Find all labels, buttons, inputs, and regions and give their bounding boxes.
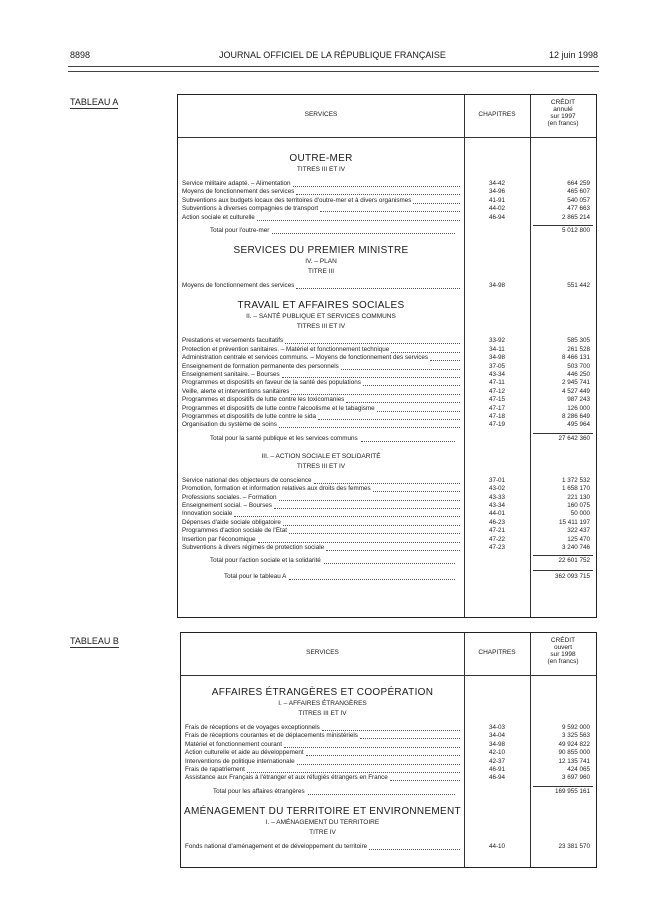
row-chapitre: 44-10	[488, 842, 506, 850]
row-chapitre: 46-94	[488, 213, 506, 221]
section-total	[210, 227, 588, 235]
table-row	[182, 536, 592, 544]
table-row	[182, 494, 592, 502]
row-chapitre: 47-22	[488, 535, 506, 543]
row-label: Prestations et versements facultatifs	[182, 337, 284, 345]
table-row	[182, 544, 592, 552]
section-total	[213, 788, 588, 796]
leader-dots	[279, 421, 460, 428]
total-amount: 5 012 800	[561, 227, 590, 234]
row-chapitre: 47-12	[488, 387, 506, 395]
row-chapitre: 34-04	[488, 732, 506, 740]
row-amount: 495 964	[567, 421, 590, 429]
table-row	[182, 363, 592, 371]
row-label: Enseignement de formation permanente des personnels	[182, 362, 339, 370]
row-amount: 3 240 746	[561, 544, 590, 551]
row-amount: 126 000	[567, 404, 590, 412]
row-amount: 49 924 822	[558, 740, 590, 748]
row-label: Subventions à divers régimes de protection sociale	[182, 544, 325, 551]
publication-date: 12 juin 1998	[548, 50, 598, 60]
leader-dots	[297, 758, 460, 765]
row-amount: 261 528	[567, 345, 590, 353]
leader-dots	[282, 371, 460, 378]
total-rule	[533, 225, 593, 226]
table-row	[182, 405, 592, 413]
row-chapitre: 34-98	[488, 740, 506, 748]
table-row	[182, 205, 592, 213]
section-subtitle: TITRES III ET IV	[296, 166, 346, 173]
table-row	[185, 732, 592, 740]
section-subtitle: TITRES III ET IV	[296, 462, 346, 470]
row-amount: 477 663	[567, 205, 590, 213]
leader-dots	[293, 180, 460, 187]
row-amount: 551 442	[567, 282, 590, 289]
table-row	[185, 724, 592, 732]
credit-header-line: sur 1998	[550, 651, 576, 658]
section-subtitle: TITRE III	[308, 268, 334, 275]
row-amount: 125 470	[567, 535, 590, 543]
row-label: Frais de rapatriement	[185, 766, 245, 773]
leader-dots	[291, 388, 460, 395]
leader-dots	[285, 337, 460, 344]
leader-dots	[284, 741, 460, 748]
row-label: Moyens de fonctionnement des services	[182, 282, 295, 289]
leader-dots	[272, 227, 455, 234]
row-label: Dépenses d'aide sociale obligatoire	[182, 518, 281, 526]
row-amount: 160 075	[567, 502, 590, 509]
row-amount: 424 065	[567, 766, 590, 773]
row-chapitre: 43-33	[488, 493, 506, 501]
chapitres-column-header: CHAPITRES	[478, 111, 516, 118]
grand-total	[224, 573, 588, 581]
row-label: Frais de réceptions courantes et de déplacements ministériels	[185, 732, 358, 740]
row-label: Administration centrale et services communs. – Moyens de fonctionnement des services	[182, 354, 429, 362]
credit-header-line: CRÉDIT	[550, 637, 576, 644]
leader-dots	[363, 379, 460, 386]
row-amount: 8 466 131	[561, 354, 590, 362]
table-row	[182, 527, 592, 535]
table-row	[185, 774, 592, 782]
row-chapitre: 47-18	[488, 413, 506, 420]
table-row	[182, 188, 592, 196]
row-label: Subventions aux budgets locaux des territoires d'outre-mer et à divers organismes	[182, 196, 412, 204]
section-total	[210, 435, 588, 443]
table-row	[182, 371, 592, 379]
row-label: Service militaire adapté. – Alimentation	[182, 180, 291, 187]
row-label: Insertion par l'économique	[182, 535, 256, 543]
table-row	[182, 502, 592, 510]
table-row	[182, 180, 592, 188]
credit-header-line: ouvert	[553, 644, 573, 651]
row-chapitre: 46-91	[488, 766, 506, 773]
row-label: Protection et prévention sanitaires. – Matériel et fonctionnement technique	[182, 345, 390, 353]
table-row	[182, 379, 592, 387]
credit-header-line: CRÉDIT	[550, 99, 576, 106]
row-chapitre: 42-37	[488, 757, 506, 765]
table-row	[185, 843, 592, 851]
section-subtitle: III. – ACTION SOCIALE ET SOLIDARITÉ	[261, 452, 381, 460]
tableau-a	[177, 94, 597, 618]
leader-dots	[283, 519, 460, 526]
chapitres-column-header: CHAPITRES	[478, 649, 516, 656]
leader-dots	[318, 413, 460, 420]
row-chapitre: 41-91	[488, 196, 506, 204]
table-row	[182, 197, 592, 205]
section-title: TRAVAIL ET AFFAIRES SOCIALES	[237, 300, 405, 312]
row-label: Action sociale et culturelle	[182, 213, 255, 221]
row-amount: 4 527 449	[561, 387, 590, 395]
row-chapitre: 37-05	[488, 362, 506, 370]
leader-dots	[289, 573, 455, 580]
tableau-b-label: TABLEAU B	[70, 636, 119, 646]
table-row	[182, 510, 592, 518]
row-chapitre: 47-19	[488, 421, 506, 429]
row-chapitre: 33-92	[488, 337, 506, 345]
leader-dots	[360, 732, 460, 739]
leader-dots	[258, 536, 460, 543]
row-label: Action culturelle et aide au développement	[185, 749, 304, 757]
row-chapitre: 43-34	[488, 502, 506, 509]
row-label: Service national des objecteurs de conscience	[182, 476, 312, 484]
leader-dots	[296, 282, 460, 289]
leader-dots	[369, 843, 460, 850]
row-label: Assistance aux Français à l'étranger et aux réfugiés étrangers en France	[185, 774, 388, 782]
row-chapitre: 47-23	[488, 544, 506, 551]
table-row	[182, 282, 592, 290]
row-chapitre: 43-34	[488, 371, 506, 378]
header-separator	[178, 137, 596, 138]
row-label: Programmes et dispositifs de lutte contre les toxicomanies	[182, 396, 345, 404]
leader-dots	[346, 396, 460, 403]
row-chapitre: 47-17	[488, 404, 506, 412]
row-label: Interventions de politique internationale	[185, 757, 295, 765]
row-chapitre: 44-01	[488, 510, 506, 518]
row-label: Professions sociales. – Formation	[182, 493, 277, 501]
header-rule	[68, 66, 599, 67]
total-label: Total pour l'outre-mer	[210, 227, 270, 234]
section-title: OUTRE-MER	[289, 153, 353, 164]
row-amount: 503 700	[567, 362, 590, 370]
row-chapitre: 37-01	[488, 476, 506, 484]
table-row	[185, 749, 592, 757]
section-subtitle: TITRES III ET IV	[296, 323, 346, 331]
row-chapitre: 34-98	[488, 354, 506, 362]
row-amount: 8 286 649	[561, 413, 590, 420]
header-separator	[181, 675, 596, 676]
leader-dots	[361, 435, 455, 442]
row-chapitre: 34-96	[488, 188, 506, 196]
section-subtitle: IV. – PLAN	[305, 258, 337, 265]
row-amount: 1 658 170	[561, 485, 590, 493]
table-row	[182, 337, 592, 345]
journal-title: JOURNAL OFFICIEL DE LA RÉPUBLIQUE FRANÇAISE	[219, 50, 446, 60]
row-label: Subventions à diverses compagnies de transport	[182, 205, 319, 213]
leader-dots	[324, 557, 455, 564]
tableau-b	[180, 632, 597, 868]
grand-total-amount: 362 093 715	[554, 573, 590, 581]
leader-dots	[373, 485, 460, 492]
leader-dots	[289, 527, 460, 534]
row-chapitre: 43-02	[488, 485, 506, 493]
row-amount: 322 437	[567, 527, 590, 535]
row-amount: 50 000	[570, 510, 590, 518]
row-label: Programmes et dispositifs de lutte contre le sida	[182, 413, 317, 420]
credit-header-line: (en francs)	[547, 120, 579, 127]
total-amount: 22 601 752	[558, 557, 590, 565]
section-title: SERVICES DU PREMIER MINISTRE	[233, 245, 409, 256]
section-title: AMÉNAGEMENT DU TERRITOIRE ET ENVIRONNEMENT	[184, 805, 461, 817]
table-row	[185, 758, 592, 766]
total-rule	[533, 786, 593, 787]
total-label: Total pour l'action sociale et la solidarité	[210, 557, 321, 565]
row-label: Innovation sociale	[182, 510, 233, 518]
row-amount: 585 305	[567, 337, 590, 345]
section-subtitle: II. – SANTÉ PUBLIQUE ET SERVICES COMMUNS	[246, 313, 396, 321]
row-amount: 446 250	[567, 371, 590, 378]
section-subtitle: I. – AFFAIRES ÉTRANGÈRES	[278, 700, 367, 707]
leader-dots	[274, 502, 460, 509]
row-amount: 465 607	[567, 188, 590, 196]
total-amount: 27 642 360	[558, 434, 590, 442]
table-row	[182, 485, 592, 493]
header-rule-2	[68, 71, 599, 72]
row-amount: 12 135 741	[558, 757, 590, 765]
row-chapitre: 34-03	[488, 724, 506, 731]
table-row	[182, 413, 592, 421]
table-row	[185, 766, 592, 774]
grand-total-label: Total pour le tableau A	[224, 573, 287, 581]
row-chapitre: 44-02	[488, 205, 506, 213]
leader-dots	[296, 188, 460, 195]
row-label: Organisation du système de soins	[182, 421, 277, 429]
row-chapitre: 42-10	[488, 749, 506, 757]
section-total	[210, 557, 588, 565]
row-label: Frais de réceptions et de voyages exceptionnels	[185, 724, 320, 731]
credit-column-header	[530, 637, 596, 665]
credit-header-line: (en francs)	[547, 658, 579, 665]
tableau-a-label: TABLEAU A	[70, 97, 119, 107]
row-label: Fonds national d'aménagement et de développement du territoire	[185, 842, 368, 850]
section-subtitle: I. – AMÉNAGEMENT DU TERRITOIRE	[265, 818, 380, 826]
row-label: Programmes d'action sociale de l'État	[182, 527, 287, 535]
leader-dots	[279, 494, 460, 501]
row-chapitre: 47-11	[489, 379, 505, 387]
row-label: Programmes et dispositifs de lutte contre l'alcoolisme et le tabagisme	[182, 404, 375, 412]
total-rule	[533, 433, 593, 434]
row-amount: 3 325 563	[561, 732, 590, 740]
total-amount: 169 955 161	[554, 787, 590, 795]
row-label: Veille, alerte et interventions sanitaires	[182, 387, 290, 395]
table-row	[182, 354, 592, 362]
leader-dots	[390, 774, 460, 781]
section-subtitle: TITRES III ET IV	[298, 710, 347, 717]
row-amount: 987 243	[567, 396, 590, 404]
row-label: Enseignement social. – Bourses	[182, 502, 272, 509]
row-chapitre: 34-42	[488, 180, 506, 187]
table-row	[182, 421, 592, 429]
table-row	[182, 388, 592, 396]
total-rule	[533, 555, 593, 556]
credit-header-line: sur 1997	[550, 113, 576, 120]
services-column-header: SERVICES	[304, 111, 338, 118]
credit-column-header	[530, 99, 596, 127]
leader-dots	[326, 544, 460, 551]
row-amount: 1 372 532	[561, 476, 590, 484]
row-chapitre: 46-23	[488, 518, 506, 526]
row-chapitre: 47-21	[488, 527, 506, 535]
row-amount: 3 697 960	[561, 774, 590, 782]
row-amount: 9 592 000	[561, 724, 590, 731]
row-amount: 23 381 570	[558, 842, 590, 850]
row-amount: 15 411 197	[558, 518, 590, 526]
row-chapitre: 46-94	[488, 774, 506, 782]
leader-dots	[306, 749, 460, 756]
services-column-header: SERVICES	[306, 649, 339, 656]
leader-dots	[430, 354, 460, 361]
row-amount: 2 945 741	[561, 379, 590, 387]
leader-dots	[234, 510, 460, 517]
leader-dots	[322, 724, 460, 731]
row-amount: 540 057	[567, 196, 590, 204]
row-amount: 664 259	[567, 180, 590, 187]
section-subtitle: TITRE IV	[309, 828, 336, 836]
grand-total-rule	[533, 570, 593, 571]
row-label: Matériel et fonctionnement courant	[185, 740, 282, 748]
table-row	[182, 477, 592, 485]
row-amount: 221 130	[567, 493, 590, 501]
leader-dots	[308, 788, 455, 795]
table-row	[182, 396, 592, 404]
table-row	[182, 519, 592, 527]
leader-dots	[257, 214, 460, 221]
credit-header-line: annulé	[553, 106, 573, 113]
row-chapitre: 34-11	[489, 345, 505, 353]
row-label: Programmes et dispositifs en faveur de la santé des populations	[182, 379, 361, 387]
row-amount: 2 865 214	[561, 213, 590, 221]
row-label: Enseignement sanitaire. – Bourses	[182, 371, 280, 378]
page-number: 8898	[70, 50, 91, 60]
total-label: Total pour la santé publique et les services communs	[210, 434, 358, 442]
leader-dots	[341, 363, 460, 370]
row-label: Promotion, formation et information relatives aux droits des femmes	[182, 485, 371, 493]
leader-dots	[247, 766, 460, 773]
row-chapitre: 47-15	[488, 396, 506, 404]
row-label: Moyens de fonctionnement des services	[182, 188, 295, 196]
leader-dots	[391, 346, 460, 353]
table-row	[185, 741, 592, 749]
row-chapitre: 34-98	[488, 282, 506, 289]
section-title: AFFAIRES ÉTRANGÈRES ET COOPÉRATION	[211, 687, 434, 698]
leader-dots	[314, 477, 460, 484]
total-label: Total pour les affaires étrangères	[213, 787, 305, 795]
leader-dots	[413, 197, 460, 204]
leader-dots	[377, 405, 460, 412]
row-amount: 90 855 000	[558, 749, 590, 757]
table-row	[182, 214, 592, 222]
leader-dots	[320, 205, 460, 212]
table-row	[182, 346, 592, 354]
